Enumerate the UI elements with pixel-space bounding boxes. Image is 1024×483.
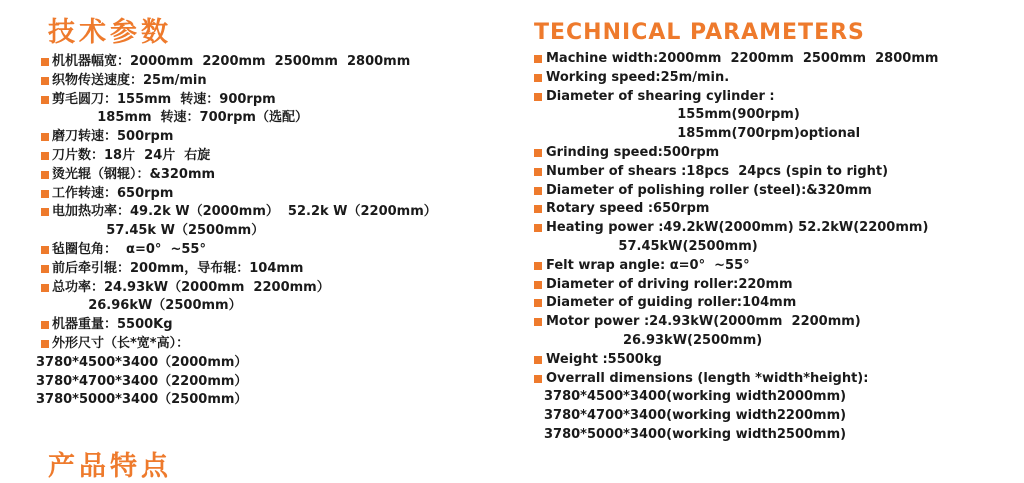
- cn-next-section-title: 产品特点: [48, 451, 172, 482]
- parameter-text: 刀片数：18片 24片 右旋: [52, 147, 211, 163]
- parameter-continuation: 185mm 转速：700rpm（选配）: [52, 110, 308, 126]
- cn-parameter-list: [36, 53, 510, 410]
- bullet-square-icon: [41, 133, 49, 141]
- bullet-square-icon: [534, 224, 542, 232]
- parameter-continuation: 26.93kW(2500mm): [546, 332, 763, 348]
- cn-parameter-item: [40, 316, 510, 335]
- cn-parameter-item: [40, 185, 510, 204]
- parameter-text: 外形尺寸（长*宽*高）：: [52, 335, 190, 351]
- parameter-text: 前后牵引辊：200mm，导布辊：104mm: [52, 260, 304, 276]
- parameter-continuation: 185mm(700rpm)optional: [546, 126, 861, 142]
- bullet-square-icon: [534, 299, 542, 307]
- cn-dimension-line: 3780*4700*3400（2200mm）: [36, 373, 248, 389]
- parameter-text: Machine width:2000mm 2200mm 2500mm 2800mm: [546, 51, 939, 66]
- parameter-text: Heating power :49.2kW(2000mm) 52.2kW(2200mm): [546, 220, 929, 236]
- parameter-text: Rotary speed :650rpm: [546, 201, 710, 217]
- parameter-continuation: 26.96kW（2500mm）: [52, 298, 242, 314]
- parameter-text: Overrall dimensions (length *width*height):: [546, 370, 869, 386]
- cn-dimension-line: 3780*5000*3400（2500mm）: [36, 392, 248, 408]
- bullet-square-icon: [41, 265, 49, 273]
- cn-parameter-item: [40, 203, 510, 241]
- parameter-text: Grinding speed:500rpm: [546, 144, 720, 160]
- bullet-square-icon: [41, 208, 49, 216]
- en-parameter-item: [532, 257, 1012, 276]
- bullet-square-icon: [534, 74, 542, 82]
- parameter-text: 机器重量：5500Kg: [52, 317, 173, 333]
- en-parameter-item: [532, 163, 1012, 182]
- cn-parameter-item: [40, 53, 510, 72]
- parameter-text: 剪毛圆刀：155mm 转速：900rpm: [52, 91, 276, 107]
- bullet-square-icon: [534, 168, 542, 176]
- cn-parameter-item: [40, 335, 510, 354]
- en-parameter-item: [532, 144, 1012, 163]
- bullet-square-icon: [534, 281, 542, 289]
- parameter-text: 电加热功率：49.2k W（2000mm） 52.2k W（2200mm）: [52, 204, 437, 220]
- cn-parameter-item: [40, 128, 510, 147]
- parameter-text: Motor power :24.93kW(2000mm 2200mm): [546, 314, 861, 330]
- parameter-text: Working speed:25m/min.: [546, 69, 730, 85]
- bullet-square-icon: [534, 187, 542, 195]
- bullet-square-icon: [41, 77, 49, 85]
- bullet-square-icon: [41, 246, 49, 254]
- en-parameter-item: [532, 294, 1012, 313]
- parameter-text: 总功率：24.93kW（2000mm 2200mm）: [52, 279, 330, 295]
- bullet-square-icon: [534, 205, 542, 213]
- bullet-square-icon: [41, 96, 49, 104]
- cn-parameter-item: [40, 166, 510, 185]
- parameter-text: Number of shears :18pcs 24pcs (spin to right): [546, 163, 889, 179]
- en-parameter-item: [532, 351, 1012, 370]
- parameter-text: Weight :5500kg: [546, 351, 662, 367]
- bullet-square-icon: [534, 375, 542, 383]
- parameter-text: Diameter of driving roller:220mm: [546, 276, 793, 292]
- en-parameter-item: [532, 69, 1012, 88]
- cn-dimension-line: 3780*4500*3400（2000mm）: [36, 354, 248, 370]
- bullet-square-icon: [41, 152, 49, 160]
- parameter-text: Diameter of shearing cylinder :: [546, 88, 775, 104]
- bullet-square-icon: [41, 190, 49, 198]
- cn-parameter-item: [40, 241, 510, 260]
- parameter-text: 机机器幅宽：2000mm 2200mm 2500mm 2800mm: [52, 54, 411, 69]
- parameter-text: 烫光辊（钢辊）：&320mm: [52, 166, 216, 182]
- cn-parameter-item: [40, 72, 510, 91]
- bullet-square-icon: [534, 149, 542, 157]
- cn-section-title: 技术参数: [48, 17, 172, 48]
- bullet-square-icon: [41, 58, 49, 66]
- en-dimension-line: 3780*4700*3400(working width2200mm): [544, 408, 847, 424]
- en-parameter-item: [532, 182, 1012, 201]
- parameter-text: 毡圈包角： α=0° ~55°: [52, 241, 206, 257]
- en-parameter-item: [532, 50, 1012, 69]
- parameter-text: Diameter of guiding roller:104mm: [546, 295, 797, 311]
- en-parameter-item: [532, 370, 1012, 389]
- en-parameter-list: [532, 50, 1012, 445]
- en-parameter-item: [532, 313, 1012, 351]
- parameter-continuation: 57.45k W（2500mm）: [52, 223, 265, 239]
- bullet-square-icon: [534, 318, 542, 326]
- en-section-title: TECHNICAL PARAMETERS: [534, 20, 865, 45]
- en-parameter-item: [532, 88, 1012, 144]
- cn-parameter-item: [40, 260, 510, 279]
- parameter-continuation: 57.45kW(2500mm): [546, 238, 758, 254]
- cn-parameter-item: [40, 91, 510, 129]
- bullet-square-icon: [534, 55, 542, 63]
- bullet-square-icon: [41, 340, 49, 348]
- bullet-square-icon: [534, 356, 542, 364]
- parameter-continuation: 155mm(900rpm): [546, 107, 800, 123]
- parameter-text: 织物传送速度：25m/min: [52, 72, 207, 88]
- parameter-text: 工作转速：650rpm: [52, 185, 174, 201]
- cn-parameter-item: [40, 279, 510, 317]
- parameter-text: Diameter of polishing roller (steel):&320mm: [546, 182, 872, 198]
- bullet-square-icon: [41, 321, 49, 329]
- bullet-square-icon: [41, 171, 49, 179]
- bullet-square-icon: [41, 284, 49, 292]
- en-parameter-item: [532, 200, 1012, 219]
- en-parameter-item: [532, 276, 1012, 295]
- cn-parameter-item: [40, 147, 510, 166]
- parameter-text: Felt wrap angle: α=0° ~55°: [546, 257, 750, 273]
- parameter-text: 磨刀转速：500rpm: [52, 129, 174, 145]
- bullet-square-icon: [534, 262, 542, 270]
- en-dimension-line: 3780*5000*3400(working width2500mm): [544, 426, 847, 442]
- en-dimension-line: 3780*4500*3400(working width2000mm): [544, 389, 847, 405]
- bullet-square-icon: [534, 93, 542, 101]
- en-parameter-item: [532, 219, 1012, 257]
